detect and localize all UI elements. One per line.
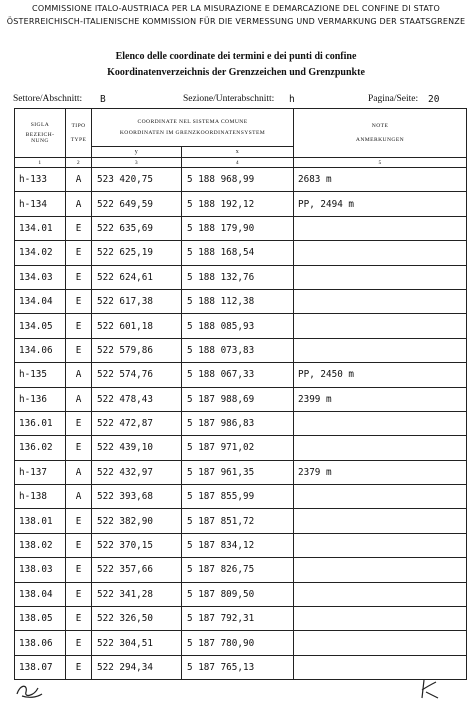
cell-coordinate-x: 5 187 851,72 <box>182 509 294 533</box>
settore-value: B <box>100 94 106 105</box>
cell-coordinate-x: 5 188 112,38 <box>182 289 294 313</box>
commission-header-german: ÖSTERREICHISCH-ITALIENISCHE KOMMISSION FÜR DIE VERMESSUNG UND VERMARKUNG DER STAATSGRENZE <box>6 17 466 26</box>
cell-sigla: 138.07 <box>15 655 66 679</box>
table-row <box>15 314 467 338</box>
column-number: 5 <box>294 158 467 168</box>
cell-coordinate-x: 5 187 792,31 <box>182 607 294 631</box>
cell-coordinate-y: 523 420,75 <box>92 168 182 192</box>
cell-coordinate-y: 522 432,97 <box>92 460 182 484</box>
signature-right <box>418 678 442 705</box>
cell-sigla: 134.06 <box>15 338 66 362</box>
table-row <box>15 216 467 240</box>
cell-note <box>294 216 467 240</box>
header-tipo-line: TYPE <box>70 137 87 143</box>
cell-note: PP, 2494 m <box>294 192 467 216</box>
cell-sigla: 134.03 <box>15 265 66 289</box>
table-row <box>15 607 467 631</box>
header-note-line: ANMERKUNGEN <box>355 137 405 143</box>
cell-coordinate-y: 522 326,50 <box>92 607 182 631</box>
cell-coordinate-y: 522 617,38 <box>92 289 182 313</box>
cell-coordinate-x: 5 187 780,90 <box>182 631 294 655</box>
cell-coordinate-y: 522 341,28 <box>92 582 182 606</box>
cell-coordinate-y: 522 649,59 <box>92 192 182 216</box>
cell-coordinate-x: 5 187 961,35 <box>182 460 294 484</box>
table-row <box>15 192 467 216</box>
signature-left <box>14 680 44 705</box>
commission-header-italian: COMMISSIONE ITALO-AUSTRIACA PER LA MISURAZIONE E DEMARCAZIONE DEL CONFINE DI STATO <box>32 4 440 13</box>
table-row <box>15 265 467 289</box>
signature-left-mark <box>14 680 44 700</box>
title-german: Koordinatenverzeichnis der Grenzzeichen und Grenzpunkte <box>107 67 365 78</box>
cell-tipo: E <box>66 558 92 582</box>
subheader-y: y <box>92 147 182 158</box>
cell-coordinate-x: 5 188 179,90 <box>182 216 294 240</box>
cell-note <box>294 265 467 289</box>
cell-sigla: h-138 <box>15 485 66 509</box>
cell-note: 2399 m <box>294 387 467 411</box>
pagina-value: 20 <box>428 94 440 105</box>
cell-tipo: A <box>66 168 92 192</box>
cell-sigla: 138.05 <box>15 607 66 631</box>
cell-sigla: h-137 <box>15 460 66 484</box>
table-row <box>15 338 467 362</box>
table-row <box>15 582 467 606</box>
cell-note <box>294 631 467 655</box>
cell-tipo: A <box>66 363 92 387</box>
cell-note <box>294 289 467 313</box>
title-italian: Elenco delle coordinate dei termini e dei punti di confine <box>115 51 357 62</box>
cell-sigla: h-135 <box>15 363 66 387</box>
table-row <box>15 168 467 192</box>
table-row <box>15 631 467 655</box>
cell-coordinate-y: 522 478,43 <box>92 387 182 411</box>
cell-tipo: A <box>66 192 92 216</box>
cell-coordinate-x: 5 188 067,33 <box>182 363 294 387</box>
cell-sigla: 136.02 <box>15 436 66 460</box>
cell-coordinate-y: 522 625,19 <box>92 241 182 265</box>
cell-note <box>294 582 467 606</box>
cell-coordinate-x: 5 188 968,99 <box>182 168 294 192</box>
header-coordinates-line: COORDINATE NEL SISTEMA COMUNE <box>137 119 248 125</box>
cell-sigla: 134.04 <box>15 289 66 313</box>
cell-tipo: E <box>66 607 92 631</box>
table-row <box>15 509 467 533</box>
cell-sigla: 138.04 <box>15 582 66 606</box>
cell-sigla: 138.02 <box>15 533 66 557</box>
cell-coordinate-y: 522 635,69 <box>92 216 182 240</box>
cell-tipo: E <box>66 314 92 338</box>
cell-note <box>294 485 467 509</box>
table-row <box>15 436 467 460</box>
cell-sigla: h-133 <box>15 168 66 192</box>
cell-tipo: A <box>66 485 92 509</box>
column-number: 4 <box>182 158 294 168</box>
table-row <box>15 655 467 679</box>
cell-tipo: E <box>66 436 92 460</box>
header-tipo-line: TIPO <box>71 123 86 129</box>
cell-coordinate-y: 522 472,87 <box>92 411 182 435</box>
cell-note <box>294 655 467 679</box>
cell-sigla: 138.06 <box>15 631 66 655</box>
cell-coordinate-y: 522 304,51 <box>92 631 182 655</box>
table-row <box>15 485 467 509</box>
cell-sigla: 136.01 <box>15 411 66 435</box>
cell-coordinate-x: 5 188 192,12 <box>182 192 294 216</box>
cell-coordinate-x: 5 187 855,99 <box>182 485 294 509</box>
settore-label: Settore/Abschnitt: <box>13 94 83 104</box>
cell-coordinate-y: 522 601,18 <box>92 314 182 338</box>
subheader-x: x <box>182 147 294 158</box>
sezione-label: Sezione/Unterabschnitt: <box>183 94 275 104</box>
header-note <box>294 109 467 158</box>
cell-sigla: 134.01 <box>15 216 66 240</box>
cell-sigla: 138.03 <box>15 558 66 582</box>
cell-tipo: E <box>66 533 92 557</box>
header-coordinates <box>92 109 294 147</box>
cell-sigla: 138.01 <box>15 509 66 533</box>
cell-coordinate-y: 522 624,61 <box>92 265 182 289</box>
cell-coordinate-x: 5 187 809,50 <box>182 582 294 606</box>
table-row <box>15 533 467 557</box>
table-row <box>15 241 467 265</box>
cell-coordinate-x: 5 187 834,12 <box>182 533 294 557</box>
cell-sigla: 134.02 <box>15 241 66 265</box>
cell-tipo: E <box>66 289 92 313</box>
table-row <box>15 289 467 313</box>
cell-tipo: E <box>66 265 92 289</box>
cell-tipo: A <box>66 460 92 484</box>
cell-coordinate-x: 5 188 073,83 <box>182 338 294 362</box>
cell-note <box>294 338 467 362</box>
cell-tipo: E <box>66 241 92 265</box>
table-body <box>15 168 467 680</box>
cell-note <box>294 411 467 435</box>
cell-note <box>294 533 467 557</box>
cell-coordinate-y: 522 579,86 <box>92 338 182 362</box>
cell-coordinate-x: 5 187 988,69 <box>182 387 294 411</box>
cell-tipo: E <box>66 655 92 679</box>
table-row <box>15 460 467 484</box>
cell-note <box>294 436 467 460</box>
cell-coordinate-y: 522 357,66 <box>92 558 182 582</box>
cell-note: 2683 m <box>294 168 467 192</box>
cell-tipo: E <box>66 338 92 362</box>
cell-note: 2379 m <box>294 460 467 484</box>
cell-note <box>294 314 467 338</box>
cell-coordinate-y: 522 382,90 <box>92 509 182 533</box>
header-coordinates-line: KOORDINATEN IM GRENZKOORDINATENSYSTEM <box>119 130 266 136</box>
column-number: 3 <box>92 158 182 168</box>
cell-note <box>294 509 467 533</box>
cell-sigla: h-136 <box>15 387 66 411</box>
table-row <box>15 558 467 582</box>
cell-note: PP, 2450 m <box>294 363 467 387</box>
cell-coordinate-y: 522 393,68 <box>92 485 182 509</box>
cell-tipo: E <box>66 631 92 655</box>
header-note-line: NOTE <box>371 123 389 129</box>
cell-coordinate-y: 522 370,15 <box>92 533 182 557</box>
cell-tipo: E <box>66 216 92 240</box>
cell-sigla: 134.05 <box>15 314 66 338</box>
cell-coordinate-y: 522 294,34 <box>92 655 182 679</box>
cell-tipo: E <box>66 411 92 435</box>
cell-coordinate-x: 5 188 132,76 <box>182 265 294 289</box>
table-row <box>15 411 467 435</box>
signature-right-mark <box>418 678 442 700</box>
cell-coordinate-x: 5 188 168,54 <box>182 241 294 265</box>
header-sigla <box>15 109 66 158</box>
header-tipo <box>66 109 92 158</box>
cell-coordinate-y: 522 439,10 <box>92 436 182 460</box>
cell-note <box>294 607 467 631</box>
cell-sigla: h-134 <box>15 192 66 216</box>
cell-coordinate-x: 5 187 826,75 <box>182 558 294 582</box>
cell-tipo: A <box>66 387 92 411</box>
cell-note <box>294 241 467 265</box>
cell-coordinate-x: 5 187 986,83 <box>182 411 294 435</box>
cell-coordinate-x: 5 187 765,13 <box>182 655 294 679</box>
cell-tipo: E <box>66 509 92 533</box>
cell-coordinate-x: 5 188 085,93 <box>182 314 294 338</box>
coordinates-table <box>14 108 467 680</box>
table-row <box>15 363 467 387</box>
header-sigla-line: NUNG <box>31 138 49 144</box>
pagina-label: Pagina/Seite: <box>368 94 419 104</box>
column-number: 2 <box>66 158 92 168</box>
column-number: 1 <box>15 158 66 168</box>
cell-coordinate-x: 5 187 971,02 <box>182 436 294 460</box>
cell-tipo: E <box>66 582 92 606</box>
cell-note <box>294 558 467 582</box>
cell-coordinate-y: 522 574,76 <box>92 363 182 387</box>
table-row <box>15 387 467 411</box>
header-sigla-line: SIGLA <box>30 122 50 128</box>
sezione-value: h <box>289 94 295 105</box>
header-sigla-line: BEZEICH- <box>25 132 55 138</box>
